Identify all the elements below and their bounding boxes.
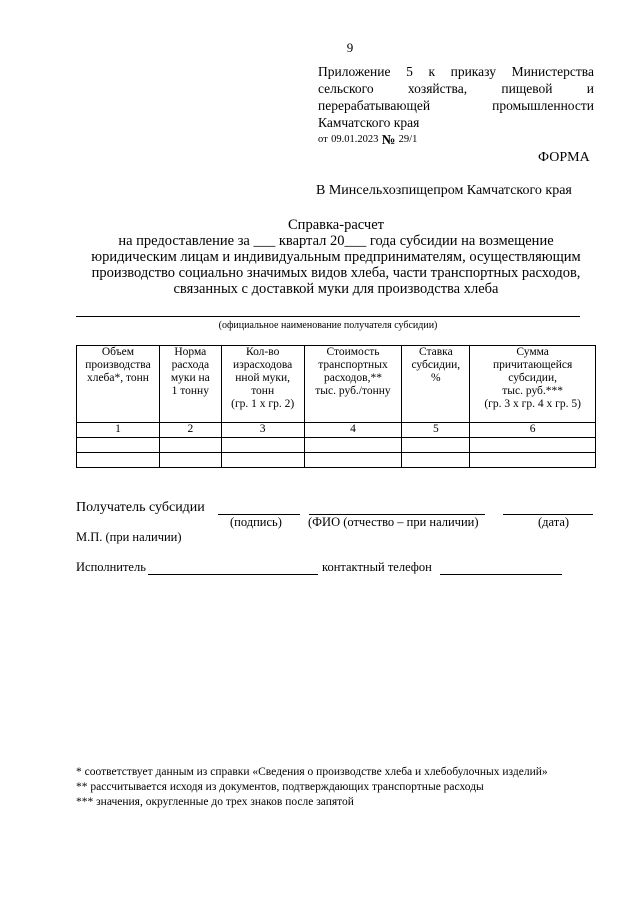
order-number: 29/1 bbox=[398, 134, 418, 145]
column-number: 3 bbox=[221, 423, 304, 438]
column-number: 1 bbox=[77, 423, 160, 438]
appendix-word: приказу bbox=[450, 64, 496, 79]
table-cell[interactable] bbox=[221, 438, 304, 453]
column-number: 5 bbox=[402, 423, 470, 438]
table-row bbox=[77, 438, 596, 453]
header-text: Объем bbox=[101, 346, 135, 358]
header-cell-subsidy-sum bbox=[470, 346, 596, 423]
title-line: юридическим лицам и индивидуальным предпринимателям, осуществляющим bbox=[91, 249, 581, 265]
table-cell[interactable] bbox=[470, 453, 596, 468]
header-text: субсидии, bbox=[508, 372, 557, 384]
column-number: 2 bbox=[159, 423, 221, 438]
title-heading: Справка-расчет bbox=[288, 217, 384, 233]
header-text: муки на bbox=[170, 372, 210, 384]
recipient-name-caption: (официальное наименование получателя субсидии) bbox=[218, 320, 438, 331]
phone-label: контактный телефон bbox=[322, 560, 432, 574]
title-line: производство социально значимых видов хлеба, части транспортных расходов, bbox=[91, 265, 581, 281]
table-cell[interactable] bbox=[77, 438, 160, 453]
footnote: *** значения, округленные до трех знаков после запятой bbox=[76, 796, 354, 808]
title-line: связанных с доставкой муки для производства хлеба bbox=[173, 281, 499, 297]
header-text: % bbox=[431, 372, 441, 384]
appendix-word: перерабатывающей bbox=[318, 98, 431, 113]
header-text: (гр. 3 х гр. 4 х гр. 5) bbox=[484, 398, 581, 410]
table-cell[interactable] bbox=[304, 453, 402, 468]
footnote: ** рассчитывается исходя из документов, подтверждающих транспортные расходы bbox=[76, 781, 484, 793]
header-text: субсидии, bbox=[411, 359, 461, 371]
table-row bbox=[77, 453, 596, 468]
header-text: тыс. руб./тонну bbox=[315, 385, 391, 397]
phone-line[interactable] bbox=[440, 574, 562, 575]
page-number: 9 bbox=[346, 40, 354, 55]
footnotes bbox=[76, 765, 594, 810]
calculation-table bbox=[76, 345, 596, 468]
table-cell[interactable] bbox=[402, 453, 470, 468]
appendix-word: промышленности bbox=[492, 98, 594, 113]
form-label: ФОРМА bbox=[538, 150, 590, 165]
footnote: * соответствует данным из справки «Сведения о производстве хлеба и хлебобулочных изделий» bbox=[76, 766, 548, 778]
appendix-date-line bbox=[318, 131, 594, 148]
appendix-word: и bbox=[586, 81, 594, 96]
header-text: Кол-во bbox=[245, 346, 280, 358]
header-text: причитающейся bbox=[492, 359, 573, 371]
date-caption: (дата) bbox=[538, 515, 570, 529]
header-cell-norm bbox=[159, 346, 221, 423]
appendix-word: к bbox=[428, 64, 435, 79]
header-text: Ставка bbox=[418, 346, 453, 358]
header-text: расходов,** bbox=[324, 372, 382, 384]
appendix-word: Министерства bbox=[511, 64, 594, 79]
header-text: производства bbox=[85, 359, 151, 371]
appendix-word: сельского bbox=[318, 81, 374, 96]
header-text: (гр. 1 х гр. 2) bbox=[231, 398, 295, 410]
table-cell[interactable] bbox=[77, 453, 160, 468]
header-cell-flour-used bbox=[221, 346, 304, 423]
appendix-line-4: Камчатского края bbox=[318, 115, 420, 130]
header-cell-rate bbox=[402, 346, 470, 423]
column-number: 4 bbox=[304, 423, 402, 438]
appendix-word: пищевой bbox=[501, 81, 553, 96]
header-text: Норма bbox=[174, 346, 207, 358]
signature-caption: (подпись) bbox=[230, 515, 282, 529]
header-text: нной муки, bbox=[235, 372, 291, 384]
executor-label: Исполнитель bbox=[76, 560, 146, 574]
recipient-organization: В Минсельхозпищепром Камчатского края bbox=[316, 183, 572, 198]
appendix-word: хозяйства, bbox=[407, 81, 468, 96]
header-text: тонн bbox=[251, 385, 275, 397]
recipient-signature-label: Получатель субсидии bbox=[76, 500, 205, 515]
table-cell[interactable] bbox=[402, 438, 470, 453]
header-text: расхода bbox=[171, 359, 210, 371]
number-sign: № bbox=[381, 132, 396, 147]
table-header-row bbox=[77, 346, 596, 423]
appendix-word: 5 bbox=[406, 64, 413, 79]
header-text: израсходова bbox=[233, 359, 293, 371]
header-text: тыс. руб.*** bbox=[502, 385, 564, 397]
header-text: Сумма bbox=[516, 346, 549, 358]
header-cell-transport-cost bbox=[304, 346, 402, 423]
header-text: Стоимость bbox=[326, 346, 380, 358]
header-text: хлеба*, тонн bbox=[86, 372, 149, 384]
table-cell[interactable] bbox=[159, 453, 221, 468]
executor-line[interactable] bbox=[148, 574, 318, 575]
table-cell[interactable] bbox=[159, 438, 221, 453]
full-name-caption: (ФИО (отчество – при наличии) bbox=[308, 515, 479, 529]
appendix-block bbox=[318, 63, 594, 148]
appendix-line-1 bbox=[318, 63, 594, 80]
header-text: 1 тонну bbox=[171, 385, 209, 397]
recipient-name-line bbox=[76, 316, 580, 317]
order-date: 09.01.2023 bbox=[331, 134, 379, 145]
table-cell[interactable] bbox=[304, 438, 402, 453]
title-line: на предоставление за ___ квартал 20___ года субсидии на возмещение bbox=[118, 233, 554, 249]
stamp-note: М.П. (при наличии) bbox=[76, 530, 182, 544]
table-cell[interactable] bbox=[221, 453, 304, 468]
table-cell[interactable] bbox=[470, 438, 596, 453]
date-prefix: от bbox=[318, 134, 328, 145]
appendix-word: Приложение bbox=[318, 64, 391, 79]
column-number-row bbox=[77, 423, 596, 438]
appendix-line-2 bbox=[318, 80, 594, 97]
column-number: 6 bbox=[470, 423, 596, 438]
header-text: транспортных bbox=[318, 359, 388, 371]
document-title bbox=[76, 217, 596, 297]
header-cell-volume bbox=[77, 346, 160, 423]
appendix-line-3 bbox=[318, 97, 594, 114]
